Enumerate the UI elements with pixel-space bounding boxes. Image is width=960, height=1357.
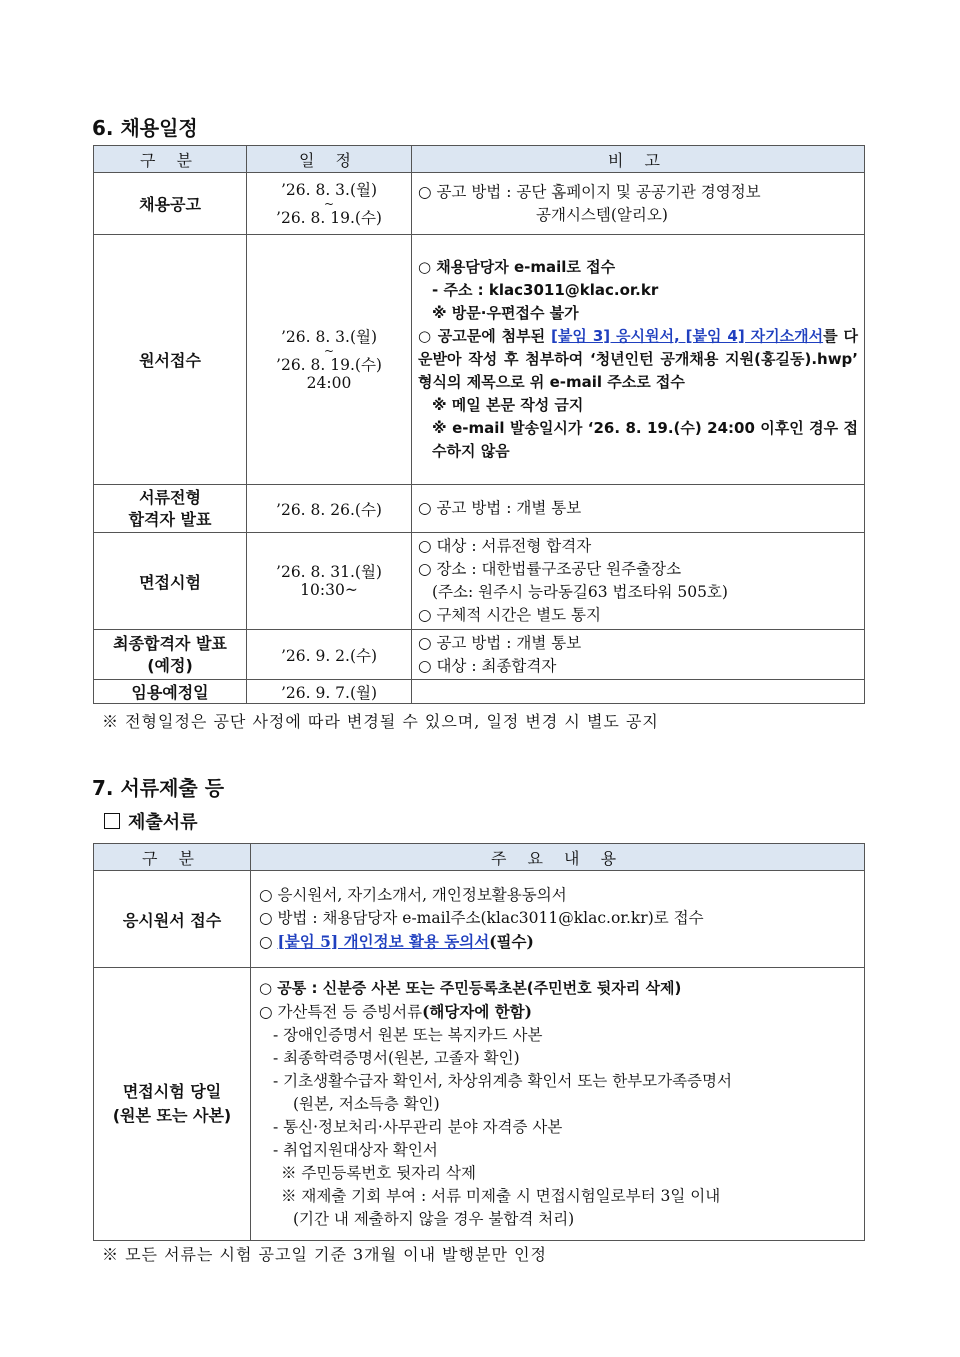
row-content [251, 968, 865, 1241]
remark-line: ○ 구체적 시간은 별도 통지 [418, 606, 601, 624]
content-line: (기간 내 제출하지 않을 경우 불합격 처리) [293, 1210, 575, 1228]
content-line: (원본, 저소득층 확인) [293, 1095, 440, 1113]
date-tilde: ~ [323, 343, 335, 358]
date-time: 10:30~ [300, 581, 358, 599]
content-line: ※ 재제출 기회 부여 : 서류 미제출 시 면접시험일로부터 3일 이내 [281, 1187, 721, 1205]
remark-line: ○ 공고 방법 : 공단 홈페이지 및 공공기관 경영정보 [418, 182, 761, 201]
content-line: ※ 주민등록번호 뒷자리 삭제 [281, 1164, 476, 1182]
content-text: ○ 가산특전 등 증빙서류 [259, 1003, 423, 1021]
row-date [247, 173, 412, 235]
date-start: ’26. 8. 3.(월) [280, 327, 378, 346]
row-remarks [412, 485, 865, 533]
content-line: - 최종학력증명서(원본, 고졸자 확인) [273, 1049, 520, 1067]
row-label: 원서접수 [94, 235, 247, 485]
header-content: 주 요 내 용 [251, 844, 865, 871]
label-line: 면접시험 당일 [122, 1082, 222, 1101]
content-line [259, 930, 858, 954]
date-time: 24:00 [306, 373, 352, 392]
date-start: ’26. 8. 31.(월) [276, 563, 382, 581]
table-row [94, 680, 865, 704]
table-header-row [94, 844, 865, 871]
header-category: 구 분 [94, 146, 247, 173]
content-line: ○ 공통 : 신분증 사본 또는 주민등록초본(주민번호 뒷자리 삭제) [259, 979, 682, 997]
remark-line: - 주소 : klac3011@klac.or.kr [432, 281, 659, 299]
row-remarks [412, 680, 865, 704]
documents-table [93, 843, 865, 1241]
attachment-link[interactable]: [붙임 5] 개인정보 활용 동의서 [277, 932, 490, 951]
date-tilde: ~ [323, 196, 335, 211]
schedule-table [93, 145, 865, 704]
date-start: ’26. 8. 3.(월) [280, 180, 378, 199]
attachment-link[interactable]: [붙임 3] 응시원서, [붙임 4] 자기소개서 [551, 327, 824, 345]
section-7-title: 7. 서류제출 등 [92, 776, 225, 800]
remark-line: ※ e-mail 발송일시가 ‘26. 8. 19.(수) 24:00 이후인 경우 접수하지 않음 [432, 419, 858, 460]
remark-line: ○ 대상 : 최종합격자 [418, 656, 557, 675]
row-label: 채용공고 [94, 173, 247, 235]
table-row [94, 173, 865, 235]
table-row [94, 630, 865, 680]
remark-line: ○ 대상 : 서류전형 합격자 [418, 537, 592, 555]
row-remarks [412, 630, 865, 680]
remark-line: ○ 공고 방법 : 개별 통보 [418, 633, 582, 652]
row-remarks [412, 533, 865, 630]
row-remarks [412, 173, 865, 235]
header-remarks: 비 고 [412, 146, 865, 173]
row-date: ’26. 8. 26.(수) [247, 485, 412, 533]
content-line [259, 1000, 858, 1024]
row-remarks [412, 235, 865, 485]
header-schedule: 일 정 [247, 146, 412, 173]
remark-text: ○ 공고문에 첨부된 [418, 327, 552, 345]
content-line: - 기초생활수급자 확인서, 차상위계층 확인서 또는 한부모가족증명서 [273, 1072, 732, 1090]
checkbox-icon [104, 813, 120, 829]
label-line: (원본 또는 사본) [112, 1106, 232, 1125]
row-content [251, 871, 865, 968]
table-row [94, 871, 865, 968]
bullet-text: ○ [259, 933, 278, 951]
row-date [247, 533, 412, 630]
schedule-footnote: ※ 전형일정은 공단 사정에 따라 변경될 수 있으며, 일정 변경 시 별도 공지 [102, 712, 659, 731]
subsection-label: 제출서류 [128, 812, 198, 833]
content-line: - 통신·정보처리·사무관리 분야 자격증 사본 [273, 1118, 563, 1136]
label-line: (예정) [147, 655, 193, 675]
documents-footnote: ※ 모든 서류는 시험 공고일 기준 3개월 이내 발행분만 인정 [102, 1245, 547, 1264]
remark-line: 공개시스템(알리오) [536, 205, 668, 224]
remark-line: (주소: 원주시 능라동길63 법조타워 505호) [432, 583, 728, 601]
row-label [94, 968, 251, 1241]
label-line: 합격자 발표 [128, 509, 212, 529]
remark-text: 를 다운받아 작성 후 첨부하여 ‘청년인턴 공개채용 지원(홍길동).hwp’ 형식의 제목으로 위 e-mail 주소로 접수 [418, 327, 859, 391]
remark-paragraph [418, 325, 858, 394]
row-label: 임용예정일 [94, 680, 247, 704]
date-end: ’26. 8. 19.(수) [276, 208, 382, 227]
row-label: 응시원서 접수 [94, 871, 251, 968]
row-label: 면접시험 [94, 533, 247, 630]
remark-line: ○ 공고 방법 : 개별 통보 [418, 499, 582, 517]
content-line: - 장애인증명서 원본 또는 복지카드 사본 [273, 1026, 543, 1044]
remark-line: ※ 방문·우편접수 불가 [432, 304, 579, 322]
table-header-row [94, 146, 865, 173]
row-label [94, 485, 247, 533]
table-row [94, 485, 865, 533]
section-6-title: 6. 채용일정 [92, 116, 198, 140]
table-row [94, 968, 865, 1241]
content-line: ○ 방법 : 채용담당자 e-mail주소(klac3011@klac.or.kr)로 접수 [259, 909, 704, 927]
remark-line: ※ 메일 본문 작성 금지 [432, 396, 584, 414]
row-date: ’26. 9. 2.(수) [247, 630, 412, 680]
date-end: ’26. 8. 19.(수) [276, 355, 382, 374]
row-label [94, 630, 247, 680]
table-row [94, 235, 865, 485]
row-date: ’26. 9. 7.(월) [247, 680, 412, 704]
remark-line: ○ 채용담당자 e-mail로 접수 [418, 258, 616, 276]
content-line: - 취업지원대상자 확인서 [273, 1141, 438, 1159]
remark-line: ○ 장소 : 대한법률구조공단 원주출장소 [418, 560, 682, 578]
label-line: 서류전형 [139, 487, 201, 507]
content-emphasis: (해당자에 한함) [422, 1002, 532, 1021]
header-category: 구 분 [94, 844, 251, 871]
row-date [247, 235, 412, 485]
subsection-title [104, 808, 198, 834]
table-row [94, 533, 865, 630]
label-line: 최종합격자 발표 [113, 633, 227, 653]
content-line: ○ 응시원서, 자기소개서, 개인정보활용동의서 [259, 886, 567, 904]
required-mark: (필수) [489, 932, 534, 951]
